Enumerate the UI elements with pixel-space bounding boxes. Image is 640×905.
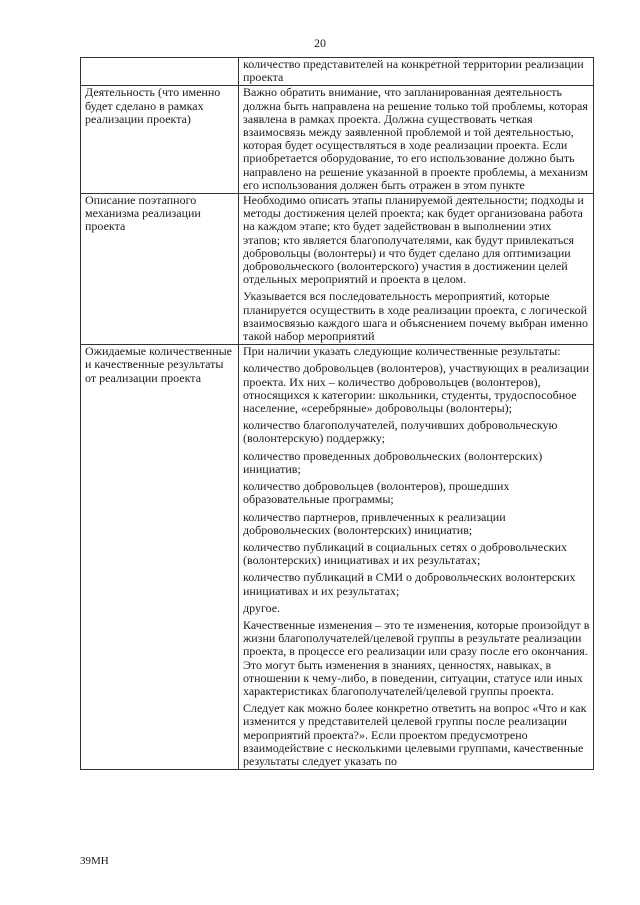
paragraph: количество благополучателей, получивших добровольческую (волонтерскую) поддержку;	[243, 418, 558, 446]
paragraph: другое.	[243, 600, 281, 615]
table-row	[81, 58, 594, 86]
paragraph: количество партнеров, привлеченных к реализации добровольческих (волонтерских) инициатив;	[243, 509, 506, 537]
row-content-cell	[239, 345, 594, 770]
paragraph: При наличии указать следующие количественные результаты:	[243, 344, 561, 359]
paragraph: Необходимо описать этапы планируемой деятельности; подходы и методы достижения целей проекта; как будет организована работа на каждом этапе; кто будет задействован в выполнении этих этапов; кто является благополучателями, как будут привлекаться добровольцы (волонтеры) и что будет сделано для оптимизации добровольческого (волонтерского) участия в достижении целей отдельных мероприятий и проекта в целом.	[243, 193, 584, 287]
paragraph: Указывается вся последовательность мероприятий, которые планируется осуществить в ходе реализации проекта, с логической взаимосвязью каждого шага и объяснением почему выбран именно такой набор мероприятий	[243, 289, 589, 344]
row-label-cell	[81, 58, 239, 86]
row-label-cell: Описание поэтапного механизма реализации проекта	[81, 194, 239, 345]
table-row	[81, 194, 594, 345]
page-number: 20	[314, 36, 326, 50]
paragraph: количество добровольцев (волонтеров), прошедших образовательные программы;	[243, 479, 510, 507]
row-label-cell: Деятельность (что именно будет сделано в рамках реализации проекта)	[81, 86, 239, 194]
paragraph: Качественные изменения – это те изменения, которые произойдут в жизни благополучателей/целевой группы в результате реализации проекта, в процессе его реализации или сразу после его окончания. Это могут быть изменения в знаниях, ценностях, навыках, в отношении к чему-либо, в поведении, ситуации, статусе или иных характеристиках благополучателей/целевой группы проекта.	[243, 617, 590, 698]
row-content-cell	[239, 86, 594, 194]
paragraph: количество публикаций в СМИ о добровольческих волонтерских инициативах и их результатах;	[243, 570, 576, 598]
requirements-table	[80, 57, 594, 770]
row-label-cell: Ожидаемые количественные и качественные результаты от реализации проекта	[81, 345, 239, 770]
paragraph: Важно обратить внимание, что запланированная деятельность должна быть направлена на решение только той проблемы, которая заявлена в рамках проекта. Должна существовать четкая взаимосвязь между заявленной проблемой и той деятельностью, которая будет осуществляться в ходе реализации проекта. Если приобретается оборудование, то его использование должно быть направлено на решение указанной в проекте проблемы, а механизм его использования должен быть отражен в этом пункте	[243, 85, 588, 192]
paragraph: количество проведенных добровольческих (волонтерских) инициатив;	[243, 448, 543, 476]
paragraph: количество добровольцев (волонтеров), участвующих в реализации проекта. Их них – количество добровольцев (волонтеров), относящихся к категории: школьники, студенты, трудоспособное население, «серебряные» добровольцы (волонтеры);	[243, 361, 589, 416]
document-code: 39МН	[80, 855, 109, 867]
table-row	[81, 345, 594, 770]
paragraph: количество публикаций в социальных сетях о добровольческих (волонтерских) инициативах и их результатах;	[243, 539, 568, 568]
row-content-cell	[239, 58, 594, 86]
paragraph: Следует как можно более конкретно ответить на вопрос «Что и как изменится у представителей целевой группы после реализации мероприятий проекта?». Если проектом предусмотрено взаимодействие с несколькими целевыми группами, качественные результаты следует указать по	[243, 701, 587, 768]
table-row	[81, 86, 594, 194]
row-content-cell	[239, 194, 594, 345]
paragraph: количество представителей на конкретной территории реализации проекта	[243, 57, 584, 85]
